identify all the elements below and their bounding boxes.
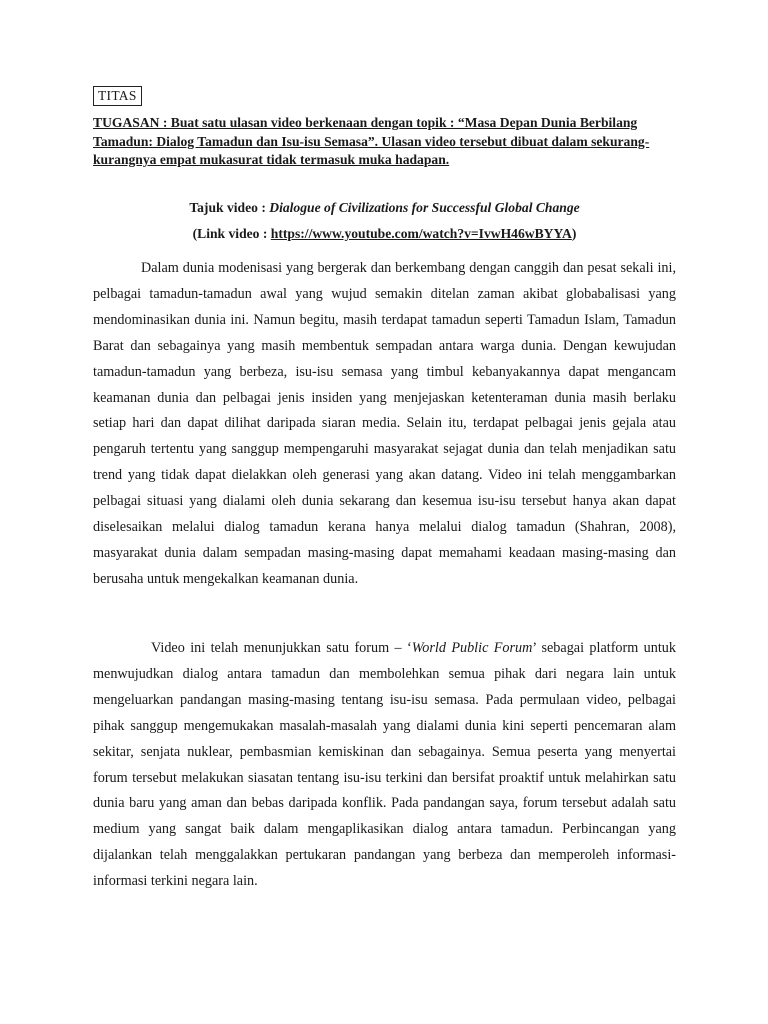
video-link[interactable]: https://www.youtube.com/watch?v=IvwH46wBYYA bbox=[270, 226, 572, 241]
paragraph-1: Dalam dunia modenisasi yang bergerak dan berkembang dengan canggih dan pesat sekali ini, pelbagai tamadun-tamadun awal yang wujud semakin ditelan zaman akibat globabalisasi yang mendominasikan dunia ini. Namun begitu, masih terdapat tamadun seperti Tamadun Islam, Tamadun Barat dan sebagainya yang masih membentuk sempadan antara warga dunia. Dengan kewujudan tamadun-tamadun yang berbeza, isu-isu semasa yang timbul kebanyakannya dapat mengancam keamanan dunia dan pelbagai jenis insiden yang menjejaskan ketenteraman dunia masih berlaku setiap hari dan dapat dilihat daripada siaran media. Selain itu, terdapat pelbagai jenis gejala atau pengaruh tertentu yang sanggup mempengaruhi masyarakat sejagat dunia dan telah menjadikan satu trend yang tidak dapat dielakkan oleh generasi yang akan datang. Video ini telah menggambarkan pelbagai situasi yang dialami oleh dunia sekarang dan kesemua isu-isu tersebut hanya akan dapat diselesaikan melalui dialog tamadun kerana hanya melalui dialog tamadun (Shahran, 2008), masyarakat dunia dalam sempadan masing-masing dapat memahami keadaan masing-masing dan berusaha untuk mengekalkan keamanan dunia. bbox=[93, 260, 676, 587]
paragraph-2-rest: ’ sebagai platform untuk menwujudkan dialog antara tamadun dan membolehkan semua pihak dari negara lain untuk mengeluarkan pandangan masing-masing tentang isu-isu semasa. Pada permulaan video, pelbagai pihak sanggup mengemukakan masalah-masalah yang dialami dunia kini seperti pencemaran alam sekitar, senjata nuklear, pembasmian kemiskinan dan sebagainya. Semua peserta yang menyertai forum tersebut melakukan siasatan tentang isu-isu terkini dan bersifat proaktif untuk melahirkan satu dunia baru yang aman dan bebas daripada konflik. Pada pandangan saya, forum tersebut adalah satu medium yang sangat baik dalam mengaplikasikan dialog antara tamadun. Perbincangan yang dijalankan telah menggalakkan pertukaran pandangan yang berbeza dan memperoleh informasi-informasi terkini negara lain. bbox=[93, 640, 676, 890]
video-link-prefix: (Link video : bbox=[192, 226, 271, 241]
subject-label: TITAS bbox=[93, 86, 142, 106]
video-title: Dialogue of Civilizations for Successful Global Change bbox=[269, 200, 580, 215]
video-link-line bbox=[93, 225, 676, 243]
video-title-prefix: Tajuk video : bbox=[189, 200, 270, 215]
video-link-suffix: ) bbox=[571, 226, 577, 241]
forum-name: World Public Forum bbox=[411, 640, 533, 656]
paragraph-2-start: Video ini telah menunjukkan satu forum – ‘ bbox=[151, 640, 412, 656]
paragraph-2 bbox=[93, 636, 676, 895]
video-title-line bbox=[93, 199, 676, 217]
task-instruction: TUGASAN : Buat satu ulasan video berkenaan dengan topik : “Masa Depan Dunia Berbilang Tamadun: Dialog Tamadun dan Isu-isu Semasa”. Ulasan video tersebut dibuat dalam sekurang-kurangnya empat mukasurat tidak termasuk muka hadapan. bbox=[93, 115, 650, 167]
